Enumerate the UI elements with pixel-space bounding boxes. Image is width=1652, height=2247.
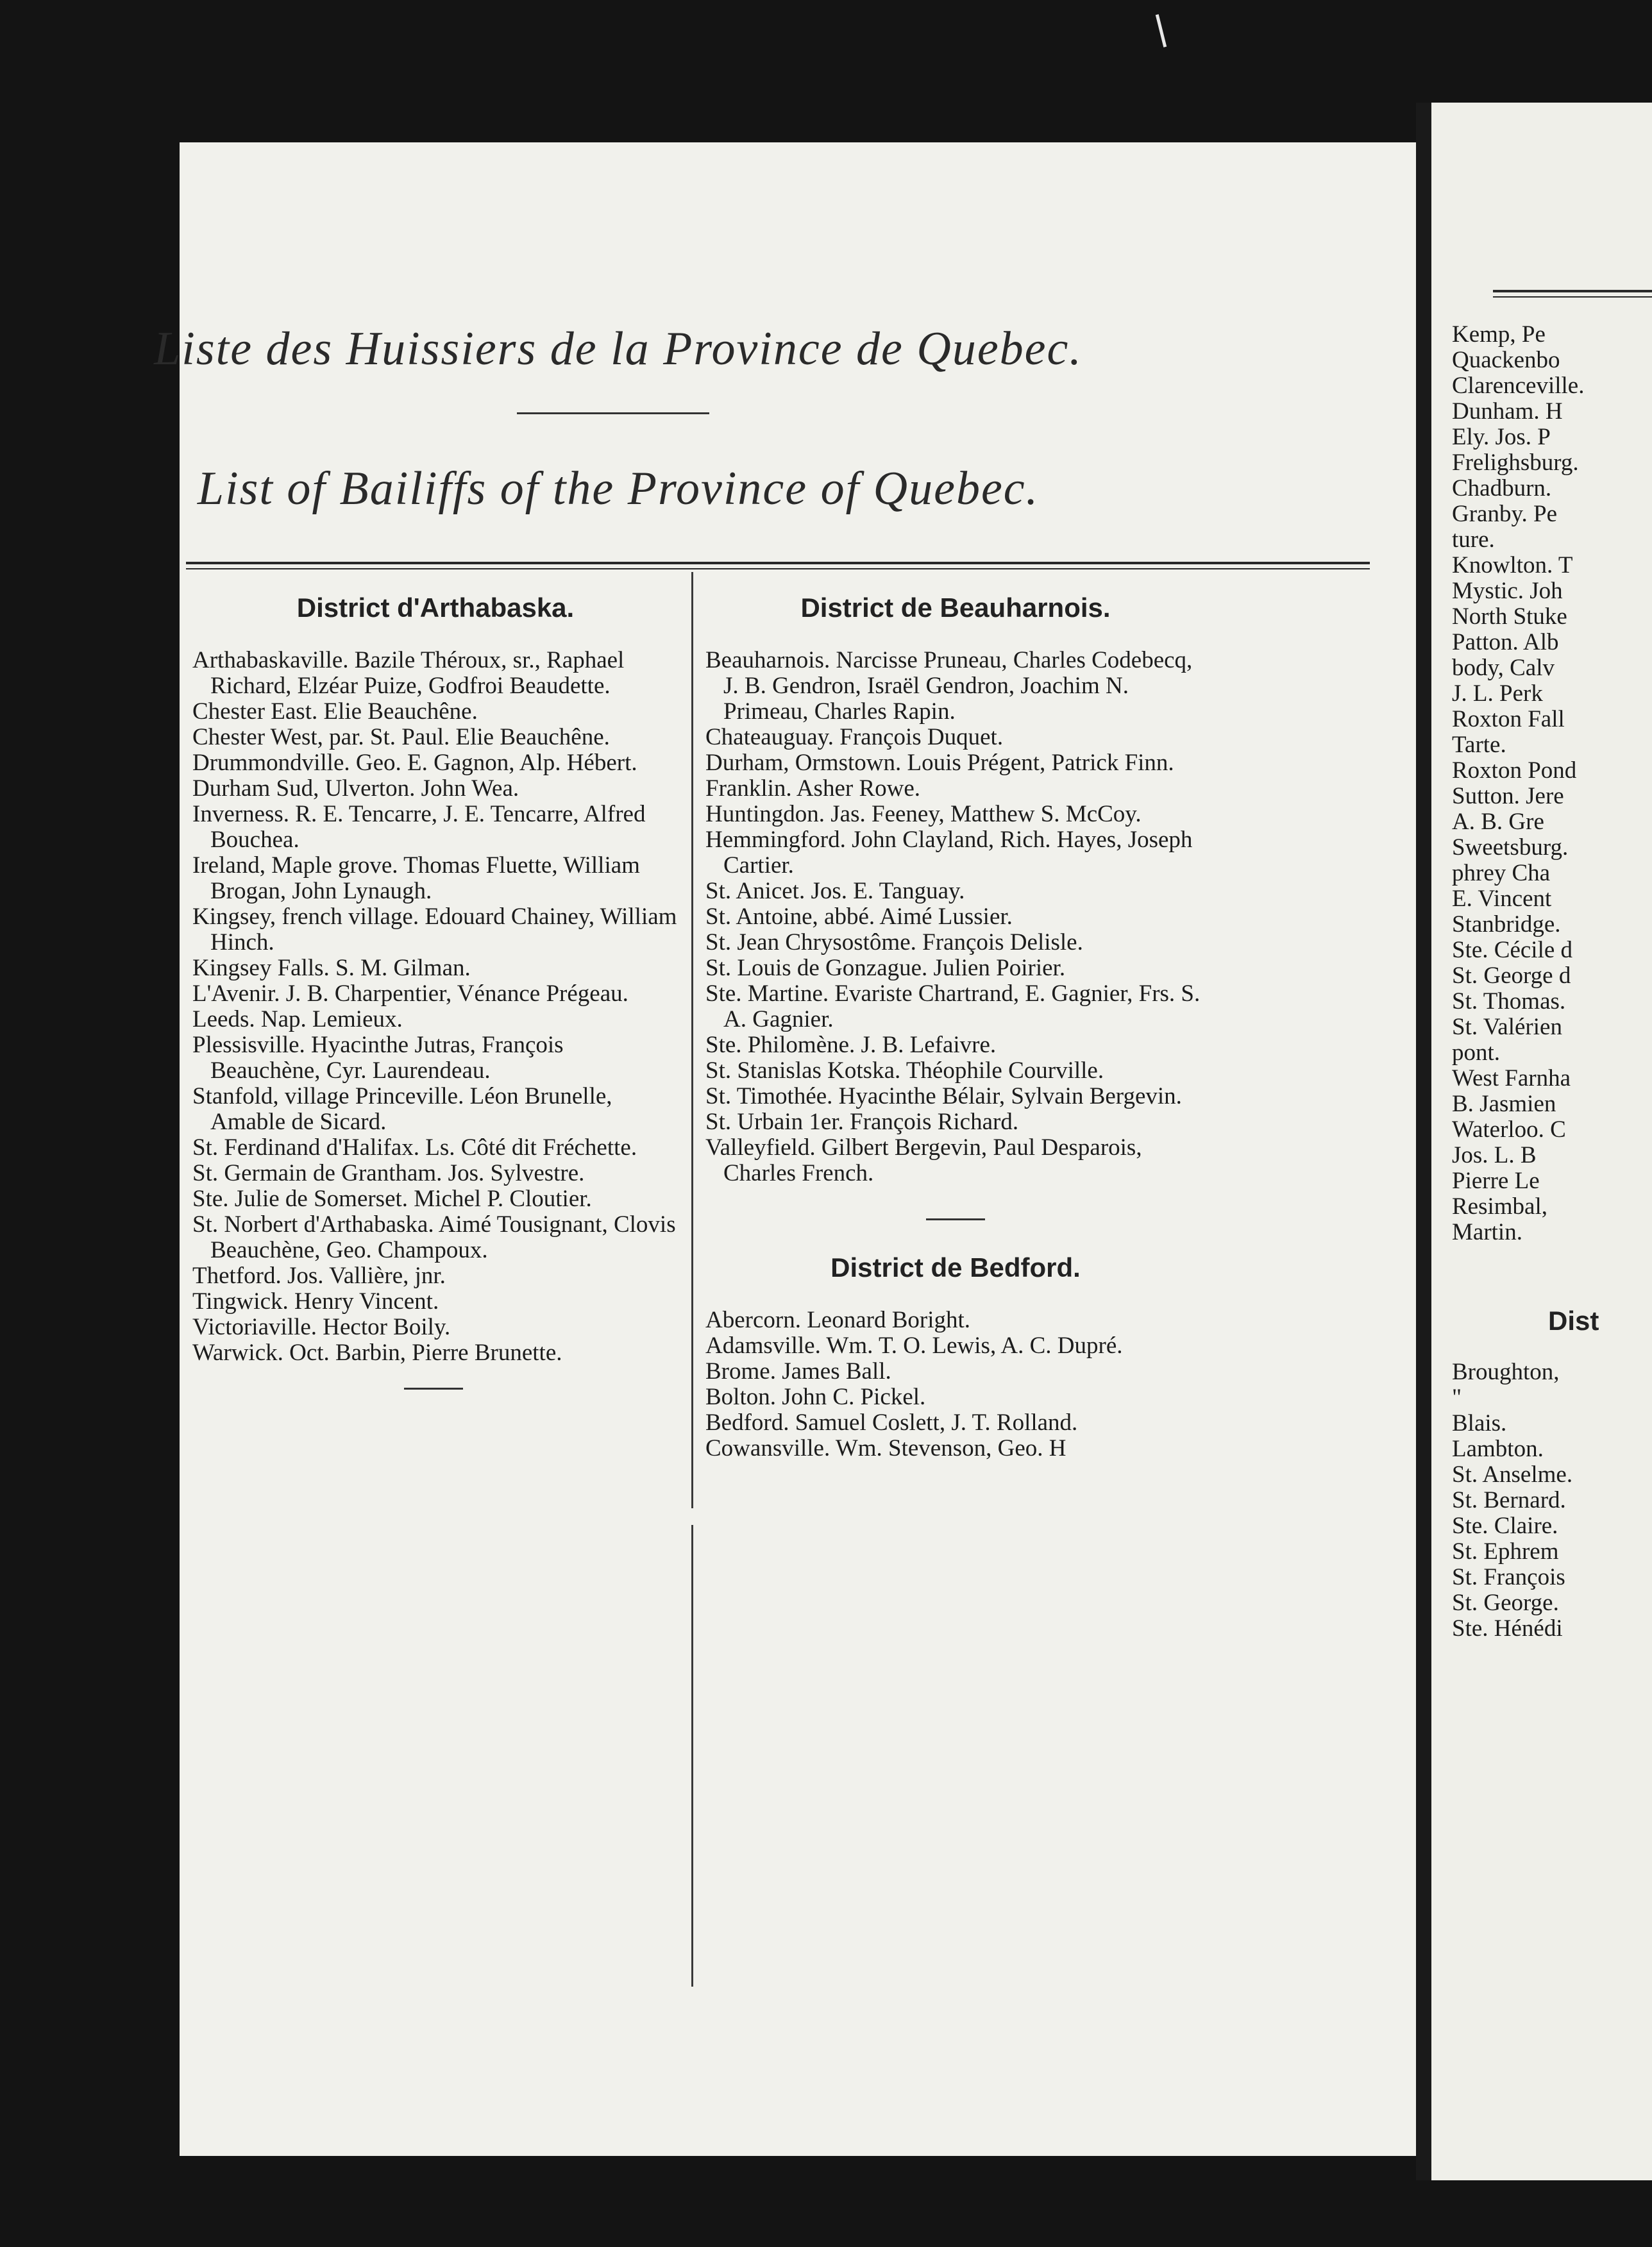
bailiff-entry-cropped: Waterloo. C — [1452, 1116, 1566, 1143]
bailiff-entry-cropped: Sutton. Jere — [1452, 783, 1564, 809]
bailiff-entry-cropped: Ste. Claire. — [1452, 1513, 1558, 1539]
bailiff-entry: St. Anicet. Jos. E. Tanguay. — [705, 878, 965, 904]
bailiff-entry-cropped: Lambton. — [1452, 1436, 1544, 1462]
bailiff-entry-cropped: B. Jasmien — [1452, 1091, 1556, 1117]
arthabaska-column — [192, 584, 678, 1390]
bailiff-entry-cropped: St. Ephrem — [1452, 1538, 1559, 1565]
bailiff-entry: Ste. Philomène. J. B. Lefaivre. — [705, 1032, 997, 1058]
bailiff-entry: Huntingdon. Jas. Feeney, Matthew S. McCoy. — [705, 801, 1142, 827]
district-heading-beauharnois: District de Beauharnois. — [800, 593, 1111, 623]
bailiff-entry-cropped: pont. — [1452, 1039, 1501, 1066]
bailiff-entry-cropped: North Stuke — [1452, 603, 1567, 630]
page-gutter — [1416, 103, 1431, 2180]
bailiff-entry: St. Germain de Grantham. Jos. Sylvestre. — [192, 1160, 585, 1186]
bailiff-entry-cropped: Broughton, — [1452, 1359, 1560, 1385]
bailiff-entry-cropped: Quackenbo — [1452, 347, 1560, 373]
bailiff-entry: St. Urbain 1er. François Richard. — [705, 1109, 1019, 1135]
bailiff-entry: Hemmingford. John Clayland, Rich. Hayes, Joseph Cartier. — [705, 827, 1193, 879]
bailiff-entry: Stanfold, village Princeville. Léon Brunelle, Amable de Sicard. — [192, 1083, 612, 1135]
district-heading-bedford: District de Bedford. — [830, 1252, 1081, 1283]
right-page-column — [1452, 322, 1652, 1642]
bailiff-entry: Adamsville. Wm. T. O. Lewis, A. C. Dupré. — [705, 1333, 1123, 1359]
bailiff-entry: L'Avenir. J. B. Charpentier, Vénance Prégeau. — [192, 980, 628, 1007]
double-rule — [186, 562, 1370, 569]
bailiff-entry-cropped: Resimbal, — [1452, 1193, 1548, 1220]
bailiff-entry-cropped: St. Anselme. — [1452, 1461, 1573, 1488]
bailiff-entry-cropped: Martin. — [1452, 1219, 1522, 1245]
bailiff-entry-cropped: Roxton Pond — [1452, 757, 1577, 784]
bailiff-entry: Bolton. John C. Pickel. — [705, 1384, 926, 1410]
page-title-french: Liste des Huissiers de la Province de Quebec. — [154, 323, 1083, 375]
bailiff-entry-cropped: St. George d — [1452, 963, 1571, 989]
bailiff-entry: Arthabaskaville. Bazile Théroux, sr., Raphael Richard, Elzéar Puize, Godfroi Beaudette. — [192, 647, 625, 699]
bailiff-entry-cropped: body, Calv — [1452, 655, 1555, 681]
right-page — [1431, 103, 1652, 2180]
bailiff-entry-cropped: " — [1452, 1384, 1462, 1411]
bailiff-entry-cropped: phrey Cha — [1452, 860, 1551, 886]
bailiff-entry-cropped: Ste. Cécile d — [1452, 937, 1573, 963]
bailiff-entry: Chester West, par. St. Paul. Elie Beauchêne. — [192, 724, 610, 750]
bailiff-entry-cropped: St. Thomas. — [1452, 988, 1566, 1014]
district-heading-arthabaska: District d'Arthabaska. — [296, 593, 575, 623]
bailiff-entry-cropped: Stanbridge. — [1452, 911, 1561, 938]
right-page-rule — [1493, 290, 1652, 298]
bailiff-entry: St. Jean Chrysostôme. François Delisle. — [705, 929, 1083, 955]
bailiff-entry: St. Ferdinand d'Halifax. Ls. Côté dit Fréchette. — [192, 1134, 637, 1161]
bailiff-entry-cropped: St. Valérien — [1452, 1014, 1562, 1040]
bailiff-entry: Brome. James Ball. — [705, 1358, 891, 1384]
bailiff-entry-cropped: St. Bernard. — [1452, 1487, 1566, 1513]
bailiff-entry-cropped: West Farnha — [1452, 1065, 1571, 1091]
bailiff-entry-cropped: ture. — [1452, 526, 1495, 553]
bailiff-entry-cropped: Blais. — [1452, 1410, 1507, 1436]
bailiff-entry-cropped: Kemp, Pe — [1452, 321, 1546, 348]
bailiff-entry: Ireland, Maple grove. Thomas Fluette, William Brogan, John Lynaugh. — [192, 852, 640, 904]
bailiff-entry: St. Norbert d'Arthabaska. Aimé Tousignant, Clovis Beauchène, Geo. Champoux. — [192, 1211, 676, 1263]
end-separator — [404, 1388, 463, 1390]
beauharnois-bedford-column — [705, 584, 1206, 1461]
title-separator — [517, 412, 709, 414]
bailiff-entry: St. Antoine, abbé. Aimé Lussier. — [705, 904, 1013, 930]
bailiff-entry: St. Stanislas Kotska. Théophile Courville. — [705, 1057, 1104, 1084]
bailiff-entry: Bedford. Samuel Coslett, J. T. Rolland. — [705, 1410, 1078, 1436]
district-separator — [926, 1218, 985, 1220]
bailiff-entry-cropped: Granby. Pe — [1452, 501, 1558, 527]
bailiff-entry: Kingsey Falls. S. M. Gilman. — [192, 955, 471, 981]
bailiff-entry: Warwick. Oct. Barbin, Pierre Brunette. — [192, 1340, 562, 1366]
bailiff-entry-cropped: Pierre Le — [1452, 1168, 1540, 1194]
bailiff-entry-cropped: Roxton Fall — [1452, 706, 1565, 732]
bailiff-entry-cropped: Mystic. Joh — [1452, 578, 1563, 604]
bailiff-entry-cropped: Jos. L. B — [1452, 1142, 1537, 1168]
bailiff-entry-cropped: St. George. — [1452, 1590, 1559, 1616]
bailiff-entry: Ste. Martine. Evariste Chartrand, E. Gagnier, Frs. S. A. Gagnier. — [705, 980, 1201, 1032]
bailiff-entry-cropped: Patton. Alb — [1452, 629, 1559, 655]
district-heading-cropped: Dist — [1548, 1306, 1599, 1336]
bailiff-entry-cropped: Knowlton. T — [1452, 552, 1573, 578]
page-title-english: List of Bailiffs of the Province of Quebec. — [197, 462, 1040, 515]
bailiff-entry: St. Louis de Gonzague. Julien Poirier. — [705, 955, 1066, 981]
column-divider — [691, 572, 693, 1508]
bailiff-entry: Cowansville. Wm. Stevenson, Geo. H — [705, 1435, 1066, 1461]
bailiff-entry: Tingwick. Henry Vincent. — [192, 1288, 439, 1315]
bailiff-entry-cropped: St. François — [1452, 1564, 1565, 1590]
bailiff-entry-cropped: E. Vincent — [1452, 886, 1552, 912]
bailiff-entry: Inverness. R. E. Tencarre, J. E. Tencarre, Alfred Bouchea. — [192, 801, 646, 853]
bailiff-entry-cropped: Sweetsburg. — [1452, 834, 1569, 861]
bailiff-entry: Ste. Julie de Somerset. Michel P. Cloutier. — [192, 1186, 592, 1212]
bailiff-entry: St. Timothée. Hyacinthe Bélair, Sylvain Bergevin. — [705, 1083, 1182, 1109]
bailiff-entry-cropped: Ste. Hénédi — [1452, 1615, 1563, 1642]
bailiff-entry: Durham Sud, Ulverton. John Wea. — [192, 775, 519, 802]
bailiff-entry: Chateauguay. François Duquet. — [705, 724, 1004, 750]
bailiff-entry: Abercorn. Leonard Boright. — [705, 1307, 971, 1333]
bailiff-entry: Victoriaville. Hector Boily. — [192, 1314, 451, 1340]
bailiff-entry-cropped: Tarte. — [1452, 732, 1506, 758]
bailiff-entry-cropped: A. B. Gre — [1452, 809, 1544, 835]
bailiff-entry: Durham, Ormstown. Louis Prégent, Patrick Finn. — [705, 750, 1174, 776]
bailiff-entry-cropped: Ely. Jos. P — [1452, 424, 1551, 450]
column-divider-lower — [691, 1525, 693, 1987]
bailiff-entry: Drummondville. Geo. E. Gagnon, Alp. Hébert. — [192, 750, 637, 776]
bailiff-entry: Kingsey, french village. Edouard Chainey, William Hinch. — [192, 904, 677, 955]
bailiff-entry-cropped: Frelighsburg. — [1452, 450, 1579, 476]
bailiff-entry-cropped: Chadburn. — [1452, 475, 1552, 501]
bailiff-entry: Valleyfield. Gilbert Bergevin, Paul Desparois, Charles French. — [705, 1134, 1142, 1186]
bailiff-entry: Plessisville. Hyacinthe Jutras, François Beauchène, Cyr. Laurendeau. — [192, 1032, 564, 1084]
bailiff-entry-cropped: J. L. Perk — [1452, 680, 1543, 707]
bailiff-entry: Leeds. Nap. Lemieux. — [192, 1006, 403, 1032]
scan-mark — [1156, 14, 1167, 47]
bailiff-entry: Franklin. Asher Rowe. — [705, 775, 921, 802]
bailiff-entry-cropped: Clarenceville. — [1452, 373, 1585, 399]
bailiff-entry: Thetford. Jos. Vallière, jnr. — [192, 1263, 446, 1289]
bailiff-entry: Chester East. Elie Beauchêne. — [192, 698, 478, 725]
bailiff-entry: Beauharnois. Narcisse Pruneau, Charles Codebecq, J. B. Gendron, Israël Gendron, Joachim N. Primeau, Charles Rapin. — [705, 647, 1193, 725]
bailiff-entry-cropped: Dunham. H — [1452, 398, 1563, 425]
